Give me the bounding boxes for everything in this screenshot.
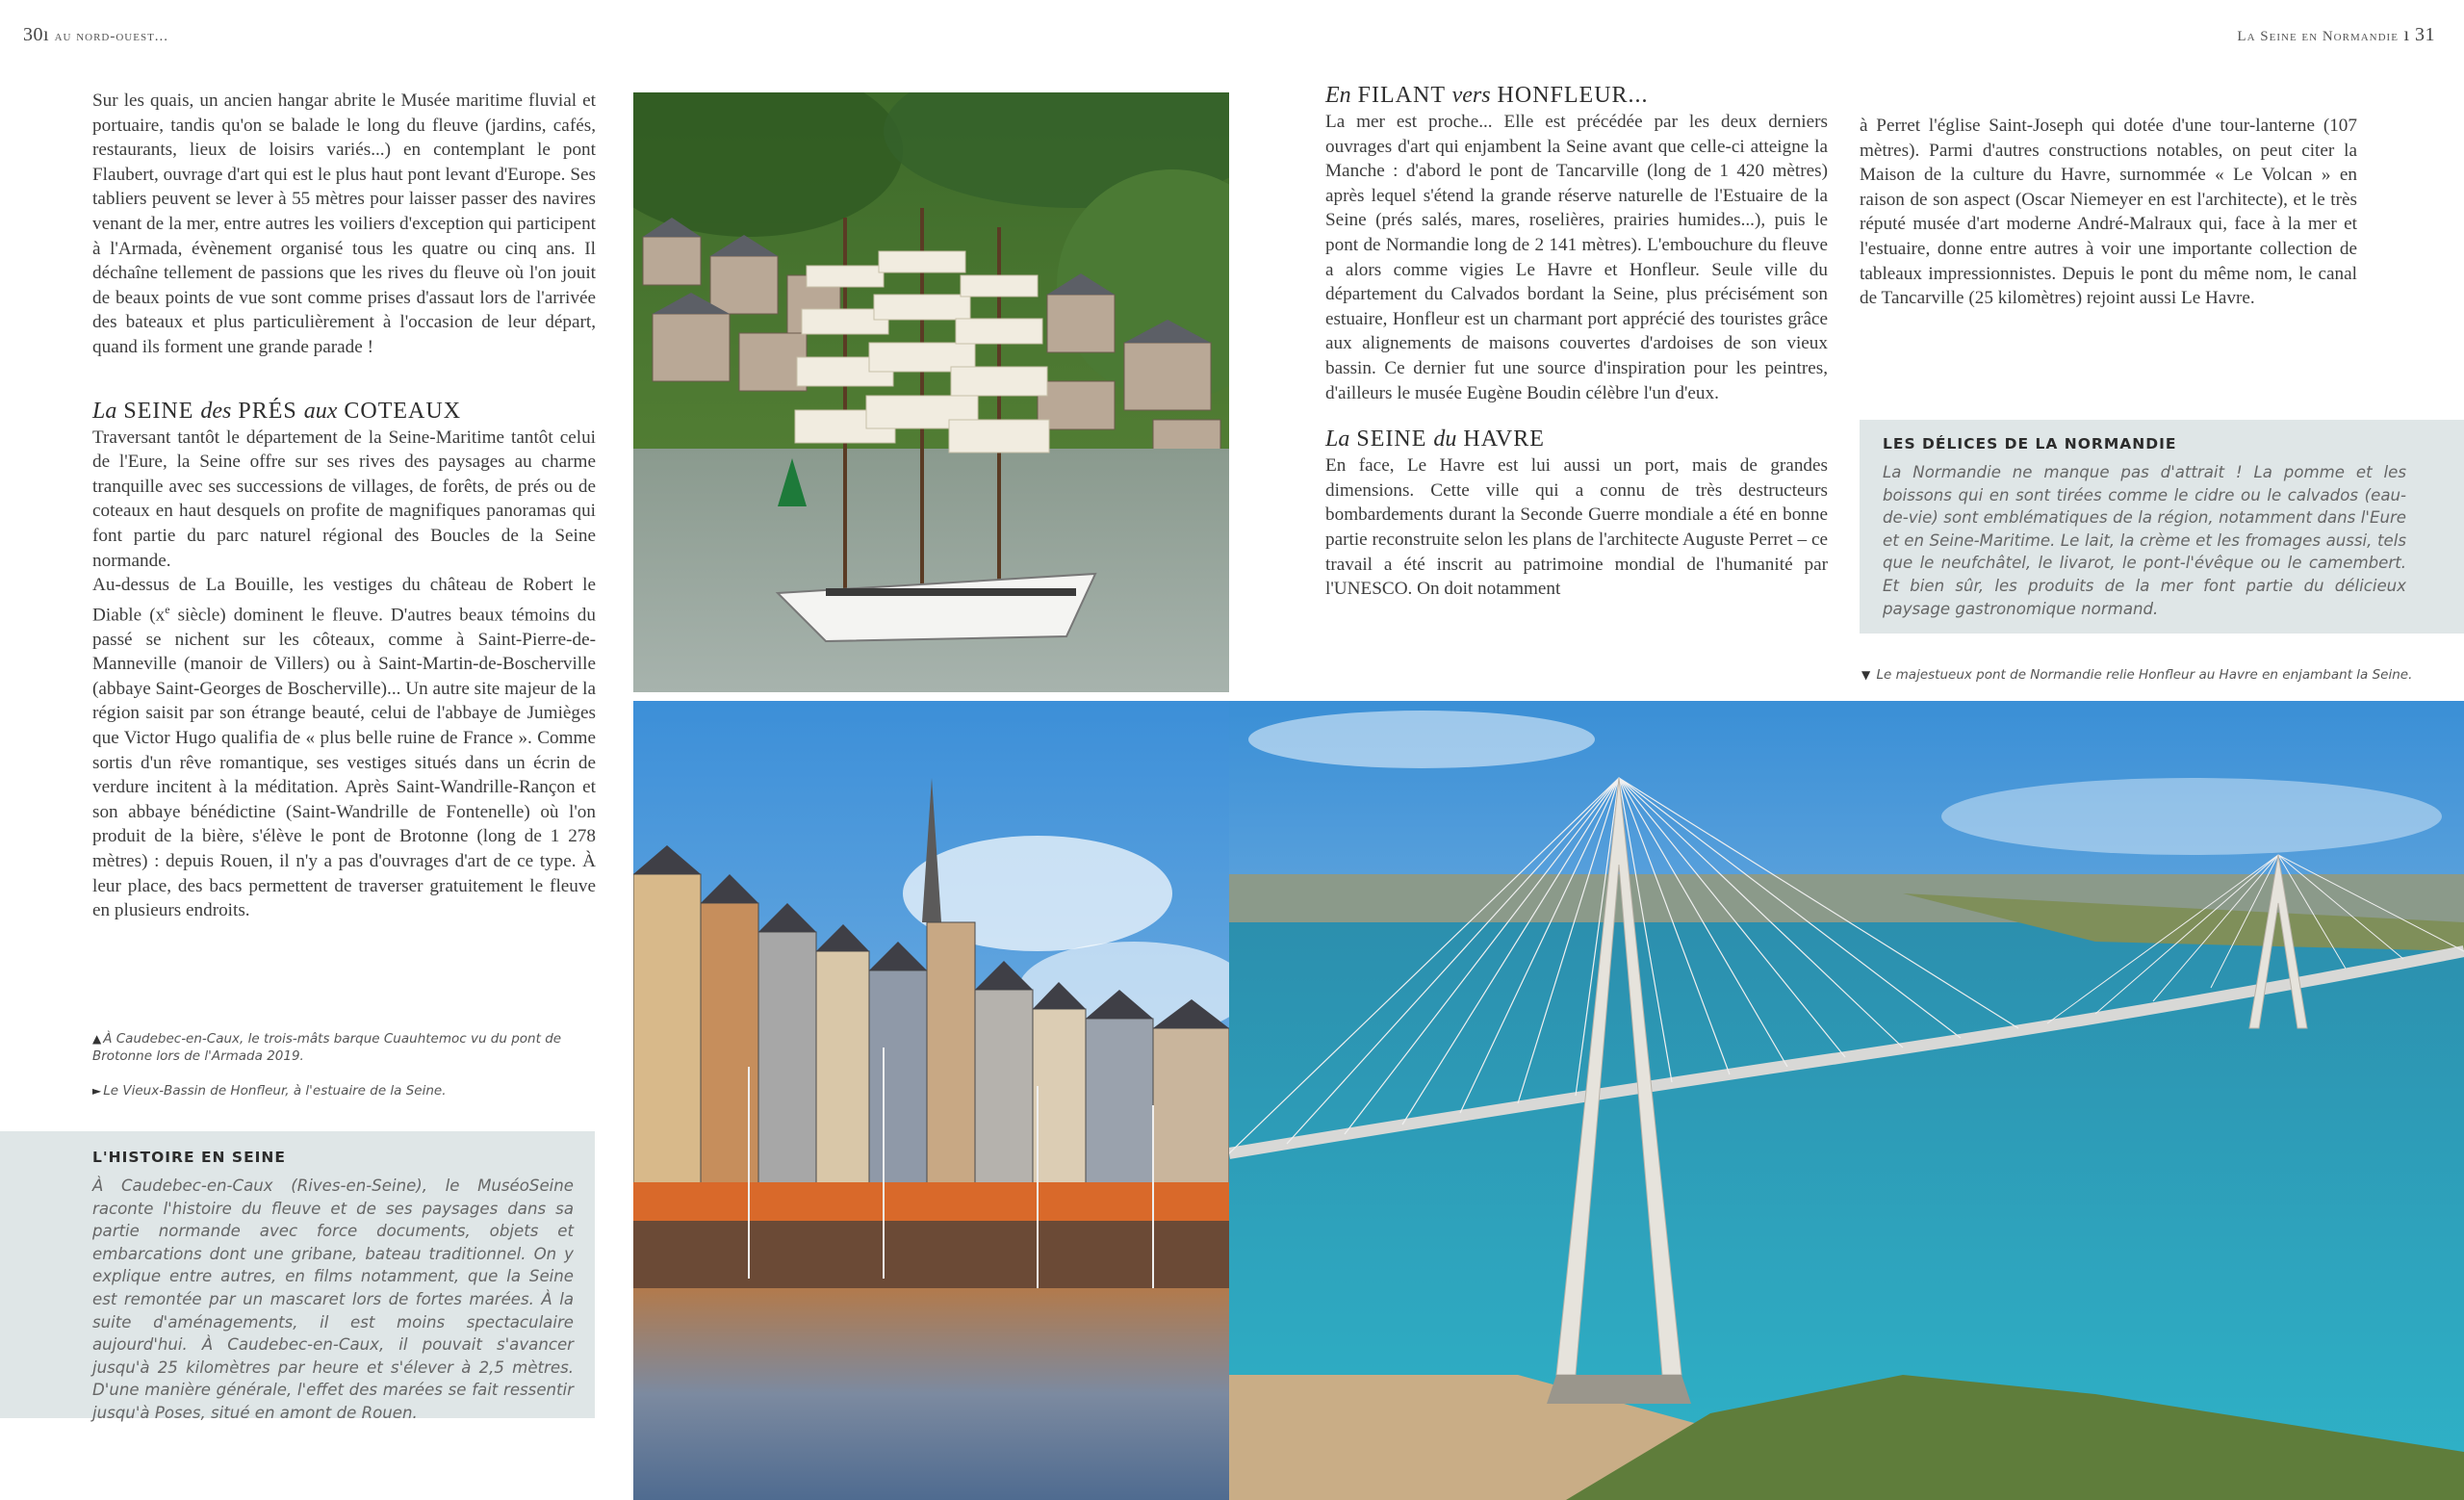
box-text: La Normandie ne manque pas d'attrait ! La pomme et les boissons qui en sont tirées comme le cidre ou le calvados (eau-de-vie) sont emblématiques de la région, notamment dans l'Eure et en Seine-Maritime. Le lait, la crème et les fromages aussi, tels que le neufchâtel, le livarot, le pont-l'évêque ou le camembert. Et bien sûr, les produits de la mer font partie du délicieux paysage gastronomique normand.: [1883, 463, 2406, 618]
heading-word: des: [200, 398, 232, 424]
caption-text: Le Vieux-Bassin de Honfleur, à l'estuaire de la Seine.: [103, 1083, 447, 1099]
paragraph: [92, 573, 596, 923]
middle-text-column: [1325, 81, 1828, 602]
heading-word: La: [92, 398, 117, 424]
paragraph: à Perret l'église Saint-Joseph qui dotée d'une tour-lanterne (107 mètres). Parmi d'autres constructions notables, on peut citer la Maison de la culture du Havre, surnommée « Le Volcan » en raison de son aspect (Oscar Niemeyer en est l'architecte), et le très réputé musée d'art moderne André-Malraux qui, face à la mer et l'estuaire, donne entre autres à voir une importante collection de tableaux impressionnistes. Depuis le pont du même nom, le canal de Tancarville (25 kilomètres) rejoint aussi Le Havre.: [1860, 116, 2357, 309]
heading-word: En: [1325, 83, 1351, 108]
sidebar-box-histoire: [0, 1131, 595, 1422]
pont-de-normandie-image: [1229, 701, 2464, 1500]
paragraph: Traversant tantôt le département de la Seine-Maritime tantôt celui de l'Eure, la Seine offre sur ses rives des paysages au charme tranquille avec ses successions de villages, de forêts, de prés ou de coteaux en haut desquels on profite de magnifiques panoramas qui font partie du parc naturel régional des Boucles de la Seine normande.: [92, 427, 596, 571]
page-folio-left: [23, 24, 168, 46]
caption-text: À Caudebec-en-Caux, le trois-mâts barque Cuauhtemoc vu du pont de Brotonne lors de l'Armada 2019.: [92, 1031, 562, 1064]
caption-text: Le majestueux pont de Normandie relie Honfleur au Havre en enjambant la Seine.: [1876, 667, 2413, 683]
sidebar-box-delices: [1860, 420, 2464, 634]
section-heading-filant-honfleur: [1325, 81, 1828, 110]
photo-pont-de-normandie: [1229, 701, 2464, 1500]
right-text-column: [1860, 114, 2357, 311]
heading-word: FILANT: [1350, 83, 1452, 108]
caption-marker-up-icon: ▲: [92, 1032, 102, 1046]
running-head-left: au nord-ouest...: [54, 29, 169, 44]
heading-word: HAVRE: [1456, 427, 1545, 453]
box-text: À Caudebec-en-Caux (Rives-en-Seine), le MuséoSeine raconte l'histoire du fleuve et de ses paysages dans sa partie normande avec force documents, objets et embarcations dont une gribane, bateau traditionnel. On y explique entre autres, en films notamment, que la Seine est remontée par un mascaret lors de fortes marées. À la suite d'aménagements, il est moins spectaculaire aujourd'hui. À Caudebec-en-Caux, il pouvait s'avancer jusqu'à 25 kilomètres par heure et s'élever à 2,5 mètres. D'une manière générale, l'effet des marées se fait ressentir jusqu'à Poses, situé en amont de Rouen.: [92, 1177, 574, 1422]
heading-word: La: [1325, 427, 1350, 453]
caption-pont-normandie: [1861, 666, 2439, 684]
page-number-right: 31: [2415, 24, 2435, 45]
heading-word: HONFLEUR...: [1490, 83, 1649, 108]
heading-word: SEINE: [116, 398, 201, 424]
section-heading-seine-pres-coteaux: [92, 397, 596, 426]
tall-ship-image: [633, 92, 1229, 692]
left-text-column: [92, 89, 596, 923]
photo-honfleur-vieux-bassin: [633, 701, 1229, 1500]
caption-cuauhtemoc: [92, 1030, 598, 1065]
heading-word: aux: [303, 398, 338, 424]
honfleur-image: [633, 701, 1229, 1500]
heading-word: PRÉS: [231, 398, 304, 424]
box-title: LES DÉLICES DE LA NORMANDIE: [1883, 435, 2177, 453]
text-run: x: [155, 605, 166, 626]
folio-separator-right: ı: [2398, 24, 2415, 45]
text-run: Au-dessus de La Bouille, les vestiges du château de Robert le Diable (: [92, 575, 596, 626]
running-head-right: La Seine en Normandie: [2237, 29, 2399, 44]
heading-word: du: [1433, 427, 1457, 453]
folio-separator-left: ı: [43, 24, 55, 45]
heading-word: COTEAUX: [337, 398, 462, 424]
page-number-left: 30: [23, 24, 43, 45]
photo-tall-ship: [633, 92, 1229, 692]
paragraph: En face, Le Havre est lui aussi un port, mais de grandes dimensions. Cette ville qui a connu de très destructeurs bombardements durant la Seconde Guerre mondiale a été en bonne partie reconstruite selon les plans de l'architecte Auguste Perret – ce travail a été inscrit au patrimoine mondial de l'humanité par l'UNESCO. On doit notamment: [1325, 455, 1828, 600]
caption-marker-down-icon: ▼: [1861, 668, 1871, 682]
heading-word: vers: [1451, 83, 1491, 108]
box-title: L'HISTOIRE EN SEINE: [92, 1149, 286, 1166]
section-heading-seine-havre: [1325, 425, 1828, 453]
page-folio-right: [2237, 24, 2435, 46]
heading-word: SEINE: [1349, 427, 1434, 453]
superscript: e: [165, 602, 170, 616]
paragraph: La mer est proche... Elle est précédée par les deux derniers ouvrages d'art qui enjambent la Seine avant que celle-ci atteigne la Manche : d'abord le pont de Tancarville (long de 1 420 mètres) après lequel s'étend la grande réserve naturelle de l'Estuaire de la Seine (prés salés, mares, roselières, prairies humides...), puis le pont de Normandie long de 2 141 mètres). L'embouchure du fleuve a alors comme vigies Le Havre et Honfleur. Seule ville du département du Calvados bordant la Seine, plus précisément son estuaire, Honfleur est un charmant port apprécié des touristes grâce aux alignements de maisons couvertes d'ardoises de son vieux bassin. Ce dernier fut une source d'inspiration pour les peintres, d'ailleurs le musée Eugène Boudin célèbre l'un d'eux.: [1325, 112, 1828, 403]
paragraph: Sur les quais, un ancien hangar abrite le Musée maritime fluvial et portuaire, tandis qu'on se balade le long du fleuve (jardins, cafés, restaurants, lieux de loisirs variés...) en contemplant le pont Flaubert, ouvrage d'art qui est le plus haut pont levant d'Europe. Ses tabliers peuvent se lever à 55 mètres pour laisser passer des navires venant de la mer, entre autres les voiliers d'exception qui participent à l'Armada, évènement organisé tous les quatre ou cinq ans. Il déchaîne tellement de passions que les rives du fleuve où l'on jouit de beaux points de vue sont comme prises d'assaut lors de l'arrivée des bateaux et plus particulièrement à l'occasion de leur départ, quand ils forment une grande parade !: [92, 91, 596, 357]
caption-vieux-bassin: [92, 1082, 598, 1099]
caption-marker-right-icon: ►: [92, 1084, 102, 1098]
text-run: siècle) dominent le fleuve. D'autres beaux témoins du passé se nichent sur les côteaux, comme à Saint-Pierre-de-Manneville (manoir de Villers) ou à Saint-Martin-de-Boscherville (abbaye Saint-Georges de Boscherville)... Un autre site majeur de la région saisit par son étrange beauté, celui de l'abbaye de Jumièges que Victor Hugo qualifia de « plus belle ruine de France ». Comme sortis d'un rêve romantique, ses vestiges situés dans un écrin de verdure incitent à la méditation. Après Saint-Wandrille-Rançon et son abbaye bénédictine (Saint-Wandrille de Fontenelle) où l'on produit de la bière, s'élève le pont de Brotonne (long de 1 278 mètres) : depuis Rouen, il n'y a pas d'ouvrages d'art de ce type. À leur place, des bacs permettent de traverser gratuitement le fleuve en plusieurs endroits.: [92, 605, 596, 921]
